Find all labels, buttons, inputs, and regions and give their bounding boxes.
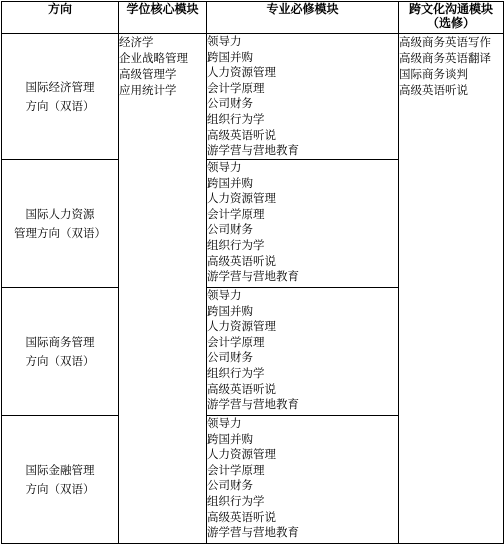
header-row xyxy=(2,2,504,34)
direction-cell xyxy=(2,160,119,288)
required-course: 人力资源管理 xyxy=(207,447,276,462)
direction-cell xyxy=(2,34,119,160)
core-module-cell xyxy=(119,34,207,544)
required-course: 领导力 xyxy=(207,416,242,430)
required-course: 人力资源管理 xyxy=(207,319,276,334)
required-course: 游学营与营地教育 xyxy=(207,143,299,158)
required-course: 会计学原理 xyxy=(207,80,265,95)
required-course: 跨国并购 xyxy=(207,431,253,446)
header-required-module: 专业必修模块 xyxy=(207,2,399,34)
required-course: 会计学原理 xyxy=(207,462,265,477)
required-course: 公司财务 xyxy=(207,222,253,237)
required-course: 组织行为学 xyxy=(207,237,265,252)
direction-line: 方向（双语） xyxy=(25,353,95,368)
core-course: 经济学 xyxy=(119,35,154,49)
core-course: 企业战略管理 xyxy=(119,51,188,65)
direction-line: 国际商务管理 xyxy=(25,334,95,349)
required-module-cell xyxy=(207,288,399,416)
required-course: 领导力 xyxy=(207,288,242,302)
curriculum-table xyxy=(1,1,504,544)
direction-line: 国际金融管理 xyxy=(25,462,95,477)
required-course: 游学营与营地教育 xyxy=(207,397,299,412)
required-module-cell xyxy=(207,160,399,288)
required-course: 跨国并购 xyxy=(207,303,253,318)
table-row xyxy=(2,34,504,160)
required-course: 领导力 xyxy=(207,34,242,48)
direction-line: 国际经济管理 xyxy=(25,79,95,94)
required-course: 高级英语听说 xyxy=(207,127,276,142)
direction-line: 管理方向（双语） xyxy=(14,225,106,240)
header-direction: 方向 xyxy=(2,2,119,34)
cross-course: 国际商务谈判 xyxy=(399,67,468,81)
header-core-module: 学位核心模块 xyxy=(119,2,207,34)
direction-line: 国际人力资源 xyxy=(25,206,95,221)
cross-course: 高级商务英语写作 xyxy=(399,35,491,49)
required-course: 会计学原理 xyxy=(207,334,265,349)
required-course: 人力资源管理 xyxy=(207,191,276,206)
required-course: 高级英语听说 xyxy=(207,253,276,268)
required-course: 公司财务 xyxy=(207,478,253,493)
direction-line: 方向（双语） xyxy=(25,98,95,113)
core-course: 应用统计学 xyxy=(119,83,177,97)
core-course: 高级管理学 xyxy=(119,67,177,81)
required-course: 跨国并购 xyxy=(207,175,253,190)
required-course: 组织行为学 xyxy=(207,365,265,380)
required-course: 跨国并购 xyxy=(207,49,253,64)
required-course: 游学营与营地教育 xyxy=(207,525,299,540)
header-cross-line1: 跨文化沟通模块 xyxy=(408,2,493,16)
required-course: 人力资源管理 xyxy=(207,65,276,80)
cross-course: 高级英语听说 xyxy=(399,83,468,97)
required-course: 高级英语听说 xyxy=(207,509,276,524)
cross-course: 高级商务英语翻译 xyxy=(399,51,491,65)
cross-cultural-module-cell xyxy=(399,34,504,544)
required-course: 组织行为学 xyxy=(207,111,265,126)
direction-cell xyxy=(2,416,119,544)
direction-cell xyxy=(2,288,119,416)
required-course: 公司财务 xyxy=(207,350,253,365)
required-module-cell xyxy=(207,416,399,544)
required-course: 高级英语听说 xyxy=(207,381,276,396)
required-module-cell xyxy=(207,34,399,160)
required-course: 会计学原理 xyxy=(207,206,265,221)
required-course: 游学营与营地教育 xyxy=(207,269,299,284)
required-course: 组织行为学 xyxy=(207,493,265,508)
header-cross-cultural-module xyxy=(399,2,504,34)
direction-line: 方向（双语） xyxy=(25,481,95,496)
required-course: 领导力 xyxy=(207,160,242,174)
header-cross-line2: （选修） xyxy=(426,16,475,30)
required-course: 公司财务 xyxy=(207,96,253,111)
